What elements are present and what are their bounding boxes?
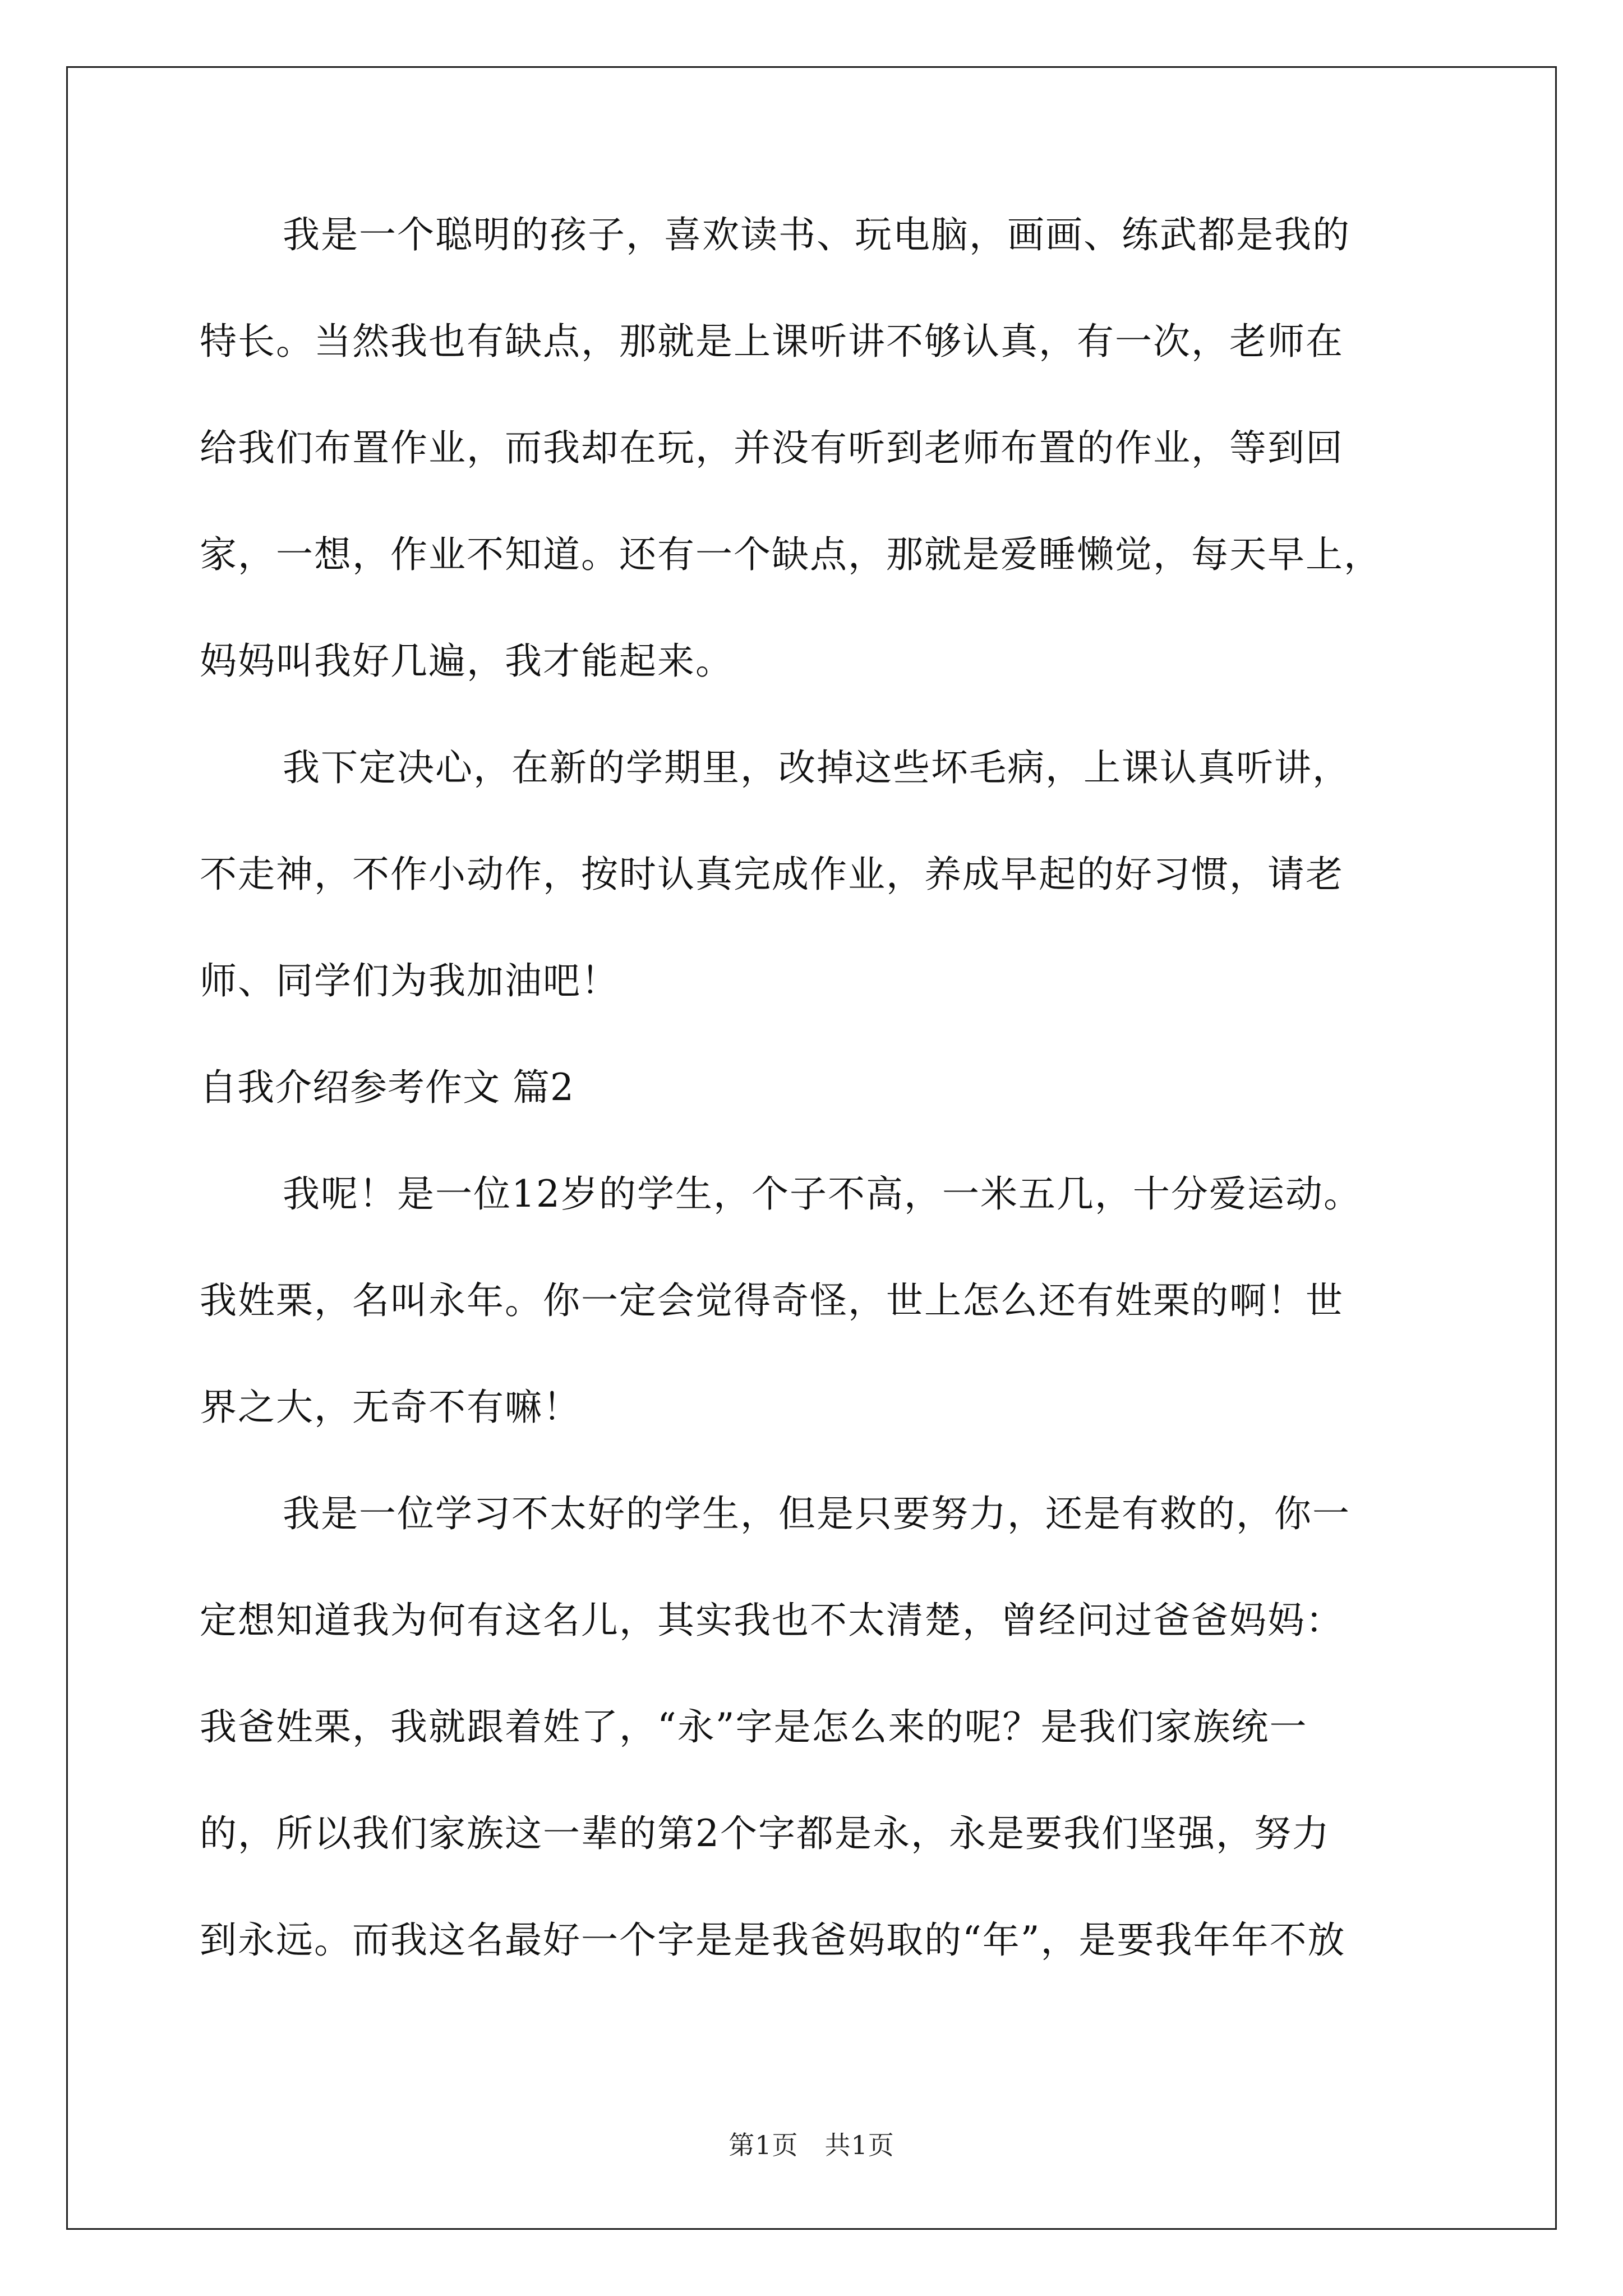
- paragraph-line: 家，一想，作业不知道。还有一个缺点，那就是爱睡懒觉，每天早上，: [200, 533, 1382, 576]
- paragraph-line: 我下定决心，在新的学期里，改掉这些坏毛病，上课认真听讲，: [283, 746, 1350, 789]
- document-body: [200, 209, 1428, 2021]
- paragraph-line: 界之大，无奇不有嘛！: [200, 1386, 581, 1429]
- paragraph-line: 我爸姓栗，我就跟着姓了，“永”字是怎么来的呢？是我们家族统一: [200, 1705, 1308, 1749]
- paragraph-line: 定想知道我为何有这名儿，其实我也不太清楚，曾经问过爸爸妈妈：: [200, 1599, 1344, 1642]
- paragraph-line: 妈妈叫我好几遍，我才能起来。: [200, 639, 734, 683]
- paragraph-line: 我是一位学习不太好的学生，但是只要努力，还是有救的，你一: [283, 1492, 1350, 1535]
- paragraph-line: 我姓栗，名叫永年。你一定会觉得奇怪，世上怎么还有姓栗的啊！世: [200, 1279, 1344, 1322]
- paragraph-line: 给我们布置作业，而我却在玩，并没有听到老师布置的作业，等到回: [200, 426, 1344, 470]
- paragraph-line: 不走神，不作小动作，按时认真完成作业，养成早起的好习惯，请老: [200, 853, 1344, 896]
- paragraph-line: 到永远。而我这名最好一个字是是我爸妈取的“年”，是要我年年不放: [200, 1918, 1346, 1962]
- paragraph-line: 师、同学们为我加油吧！: [200, 959, 619, 1002]
- paragraph-line: 的，所以我们家族这一辈的第2个字都是永，永是要我们坚强，努力: [200, 1812, 1330, 1855]
- paragraph-line: 我呢！是一位12岁的学生，个子不高，一米五几，十分爱运动。: [283, 1172, 1362, 1216]
- page-footer: 第1页 共1页: [728, 2130, 895, 2160]
- paragraph-line: 特长。当然我也有缺点，那就是上课听讲不够认真，有一次，老师在: [200, 320, 1344, 363]
- section-heading: 自我介绍参考作文 篇2: [200, 1066, 574, 1109]
- paragraph-line: 我是一个聪明的孩子，喜欢读书、玩电脑，画画、练武都是我的: [283, 213, 1350, 256]
